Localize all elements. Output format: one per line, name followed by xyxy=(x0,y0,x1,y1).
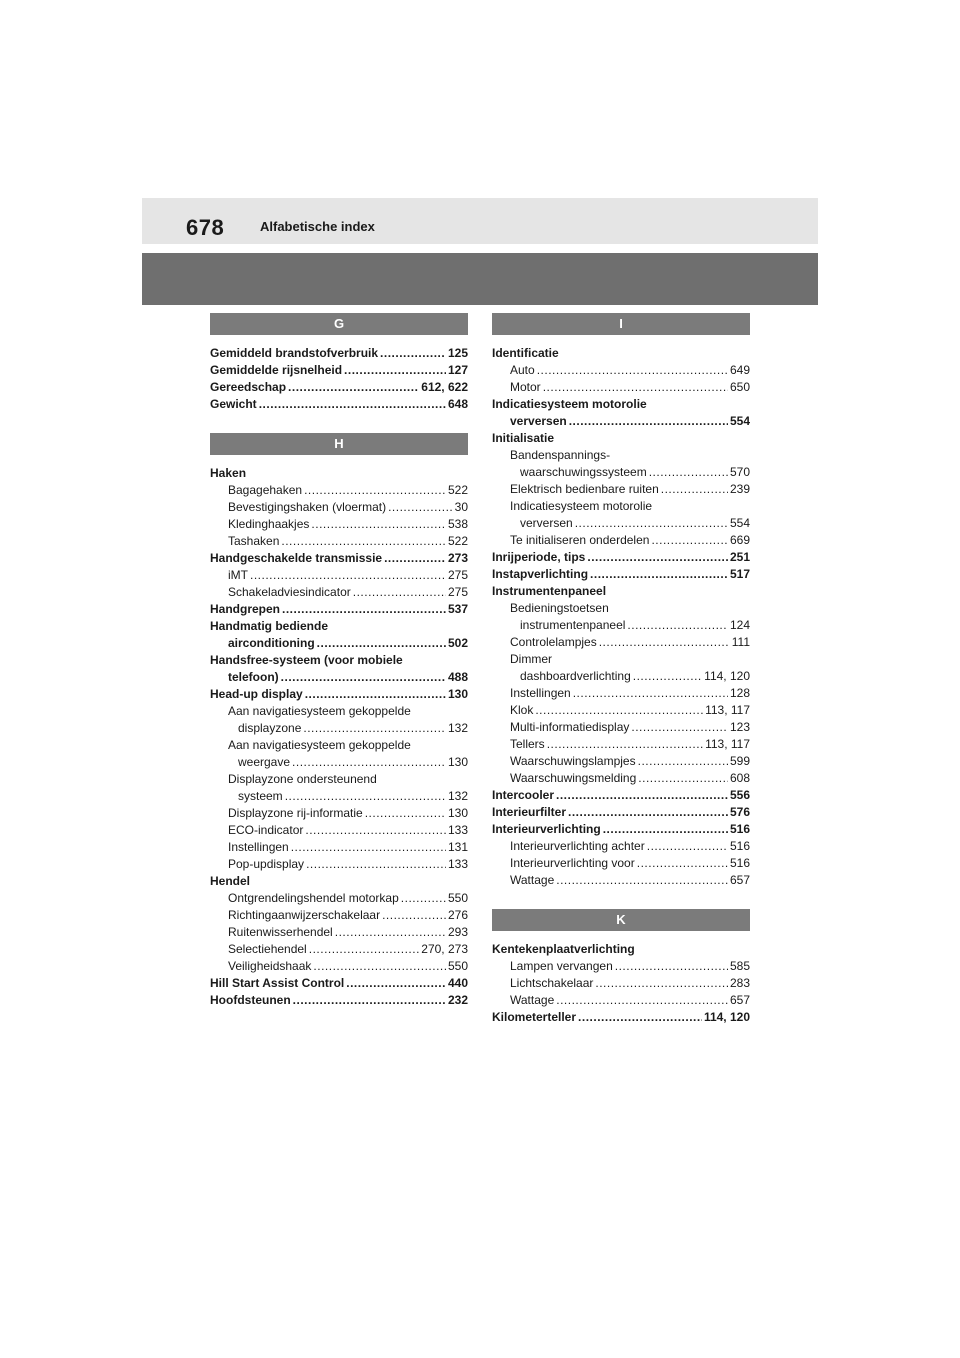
dot-leader xyxy=(335,924,446,941)
index-entry-page[interactable]: 270, 273 xyxy=(421,942,468,956)
index-entry[interactable] xyxy=(492,549,750,566)
index-entry-term: Kilometerteller xyxy=(492,1010,577,1024)
dot-leader xyxy=(281,669,446,686)
index-entry-term: Multi-informatiedisplay xyxy=(510,720,630,734)
index-entry-term: Tashaken xyxy=(228,534,280,548)
index-entry[interactable] xyxy=(210,567,468,584)
index-entry-page[interactable]: 538 xyxy=(447,517,468,531)
index-entry-term: Initialisatie xyxy=(492,431,555,445)
index-entry-page[interactable]: 131 xyxy=(447,840,468,854)
dot-leader xyxy=(304,482,446,499)
index-entry[interactable] xyxy=(492,430,750,447)
index-entry[interactable] xyxy=(492,481,750,498)
index-entry-page[interactable]: 554 xyxy=(729,414,750,428)
index-entry[interactable] xyxy=(210,499,468,516)
dot-leader xyxy=(309,941,420,958)
index-entry-term: Bedieningstoetsen xyxy=(510,601,609,615)
index-entry-page[interactable]: 522 xyxy=(447,534,468,548)
index-entry-page[interactable]: 576 xyxy=(729,805,750,819)
dot-leader xyxy=(599,634,730,651)
dot-leader xyxy=(638,770,728,787)
index-entry[interactable] xyxy=(210,856,468,873)
index-entry[interactable] xyxy=(492,532,750,549)
index-entry[interactable] xyxy=(210,754,468,771)
index-entry-term: Controlelampjes xyxy=(510,635,597,649)
index-entry-term: Hendel xyxy=(210,874,251,888)
index-entry-page[interactable]: 133 xyxy=(447,857,468,871)
index-entry[interactable] xyxy=(492,634,750,651)
index-entry-term: Waarschuwingslampjes xyxy=(510,754,636,768)
index-entry[interactable] xyxy=(210,924,468,941)
index-entry[interactable] xyxy=(492,753,750,770)
index-entry-term: iMT xyxy=(228,568,248,582)
dot-leader xyxy=(365,805,446,822)
index-entry[interactable] xyxy=(492,566,750,583)
index-entry-term: Haken xyxy=(210,466,247,480)
index-entry-term: Indicatiesysteem motorolie xyxy=(492,397,647,411)
index-entry-term: Ruitenwisserhendel xyxy=(228,925,333,939)
index-entry-term: Hoofdsteunen xyxy=(210,993,291,1007)
dot-leader xyxy=(317,635,446,652)
index-entry-term: Instellingen xyxy=(228,840,289,854)
index-entry-term: Lampen vervangen xyxy=(510,959,613,973)
index-entry[interactable] xyxy=(492,379,750,396)
index-entry-page[interactable]: 276 xyxy=(447,908,468,922)
page-header-bar xyxy=(142,198,818,244)
index-entry[interactable] xyxy=(210,601,468,618)
index-entry-term: Schakeladviesindicator xyxy=(228,585,351,599)
index-entry-page[interactable]: 648 xyxy=(447,397,468,411)
index-entry-page[interactable]: 123 xyxy=(729,720,750,734)
index-entry[interactable] xyxy=(492,600,750,617)
index-entry-page[interactable]: 113, 117 xyxy=(705,703,750,717)
index-entry[interactable] xyxy=(492,362,750,379)
dot-leader xyxy=(306,856,446,873)
index-entry-page[interactable]: 650 xyxy=(729,380,750,394)
index-entry[interactable] xyxy=(210,975,468,992)
index-entry[interactable] xyxy=(492,992,750,1009)
dot-leader xyxy=(384,550,446,567)
dot-leader xyxy=(587,549,728,566)
dot-leader xyxy=(603,821,728,838)
index-entry[interactable] xyxy=(210,907,468,924)
index-entry-page[interactable]: 550 xyxy=(447,891,468,905)
dot-leader xyxy=(575,515,728,532)
index-entry-page[interactable]: 111 xyxy=(731,635,750,649)
dot-leader xyxy=(556,787,728,804)
index-section xyxy=(210,433,468,1009)
index-entry[interactable] xyxy=(210,345,468,362)
index-entry-term: Hill Start Assist Control xyxy=(210,976,345,990)
index-entry-page[interactable]: 550 xyxy=(447,959,468,973)
dot-leader xyxy=(346,975,446,992)
index-entry-list xyxy=(210,465,468,1009)
index-entry[interactable] xyxy=(210,737,468,754)
index-entry-term: Aan navigatiesysteem gekoppelde xyxy=(228,704,411,718)
index-entry[interactable] xyxy=(492,702,750,719)
index-entry-term: Lichtschakelaar xyxy=(510,976,594,990)
index-entry[interactable] xyxy=(492,583,750,600)
section-letter-header: G xyxy=(210,313,468,335)
index-entry-page[interactable]: 293 xyxy=(447,925,468,939)
index-entry-term: Klok xyxy=(510,703,534,717)
index-entry[interactable] xyxy=(210,362,468,379)
dot-leader xyxy=(401,890,446,907)
index-entry[interactable] xyxy=(492,464,750,481)
index-section xyxy=(210,313,468,413)
index-entry[interactable] xyxy=(210,873,468,890)
index-entry-list xyxy=(492,941,750,1026)
section-letter-header: K xyxy=(492,909,750,931)
index-entry-term: Interieurverlichting achter xyxy=(510,839,645,853)
dot-leader xyxy=(344,362,446,379)
index-entry[interactable] xyxy=(210,584,468,601)
index-entry-term: Instrumentenpaneel xyxy=(492,584,607,598)
index-entry-page[interactable]: 502 xyxy=(447,636,468,650)
dot-leader xyxy=(647,838,728,855)
index-entry-list xyxy=(210,345,468,413)
dot-leader xyxy=(627,617,728,634)
index-entry-page[interactable]: 657 xyxy=(729,993,750,1007)
index-entry[interactable] xyxy=(210,669,468,686)
index-entry[interactable] xyxy=(210,703,468,720)
index-entry-page[interactable]: 554 xyxy=(729,516,750,530)
index-entry-page[interactable]: 128 xyxy=(729,686,750,700)
dot-leader xyxy=(590,566,728,583)
dot-leader xyxy=(305,822,446,839)
index-entry-page[interactable]: 130 xyxy=(447,755,468,769)
index-entry-term: Handgeschakelde transmissie xyxy=(210,551,383,565)
index-entry-term: Richtingaanwijzerschakelaar xyxy=(228,908,381,922)
index-entry-page[interactable]: 275 xyxy=(447,585,468,599)
index-entry[interactable] xyxy=(210,516,468,533)
index-entry-page[interactable]: 516 xyxy=(729,839,750,853)
index-entry-page[interactable]: 556 xyxy=(729,788,750,802)
index-entry[interactable] xyxy=(492,447,750,464)
dot-leader xyxy=(382,907,446,924)
index-entry-term: Wattage xyxy=(510,993,555,1007)
dot-leader xyxy=(578,1009,702,1026)
dot-leader xyxy=(556,872,728,889)
index-entry[interactable] xyxy=(210,482,468,499)
index-entry-term: waarschuwingssysteem xyxy=(520,465,647,479)
dot-leader xyxy=(595,975,728,992)
dot-leader xyxy=(313,958,446,975)
index-section xyxy=(492,313,750,889)
index-entry-term: Instellingen xyxy=(510,686,571,700)
index-entry-term: Auto xyxy=(510,363,535,377)
index-entry-page[interactable]: 488 xyxy=(447,670,468,684)
index-entry[interactable] xyxy=(210,720,468,737)
dot-leader xyxy=(638,753,728,770)
dot-leader xyxy=(615,958,728,975)
dot-leader xyxy=(292,754,446,771)
index-entry[interactable] xyxy=(492,685,750,702)
index-entry-term: Kentekenplaatverlichting xyxy=(492,942,635,956)
index-entry[interactable] xyxy=(492,804,750,821)
index-entry-term: Handmatig bediende xyxy=(210,619,329,633)
index-entry[interactable] xyxy=(210,396,468,413)
index-entry-term: Gemiddelde rijsnelheid xyxy=(210,363,343,377)
index-entry-term: Gewicht xyxy=(210,397,257,411)
dot-leader xyxy=(388,499,453,516)
index-entry-term: Instapverlichting xyxy=(492,567,589,581)
index-entry[interactable] xyxy=(492,872,750,889)
index-entry-page[interactable]: 130 xyxy=(447,806,468,820)
index-entry-page[interactable]: 127 xyxy=(447,363,468,377)
index-entry-term: verversen xyxy=(520,516,573,530)
dot-leader xyxy=(637,855,728,872)
index-entry-page[interactable]: 517 xyxy=(729,567,750,581)
index-entry-page[interactable]: 516 xyxy=(729,856,750,870)
index-entry-page[interactable]: 612, 622 xyxy=(421,380,468,394)
index-entry-term: Bevestigingshaken (vloermat) xyxy=(228,500,387,514)
decorative-band xyxy=(142,253,818,305)
dot-leader xyxy=(543,379,728,396)
index-entry-term: ECO-indicator xyxy=(228,823,304,837)
dot-leader xyxy=(569,413,728,430)
index-entry-page[interactable]: 522 xyxy=(447,483,468,497)
index-entry-term: verversen xyxy=(510,414,567,428)
index-entry[interactable] xyxy=(210,992,468,1009)
index-entry-page[interactable]: 585 xyxy=(729,959,750,973)
page-number: 678 xyxy=(186,215,225,240)
index-entry[interactable] xyxy=(210,465,468,482)
dot-leader xyxy=(535,702,703,719)
index-entry[interactable] xyxy=(210,686,468,703)
index-entry-term: Veiligheidshaak xyxy=(228,959,312,973)
chapter-title: Alfabetische index xyxy=(260,219,375,234)
index-entry-term: Displayzone rij-informatie xyxy=(228,806,363,820)
index-entry-page[interactable]: 239 xyxy=(729,482,750,496)
index-entry-term: displayzone xyxy=(238,721,302,735)
index-entry[interactable] xyxy=(492,498,750,515)
index-entry-page[interactable]: 251 xyxy=(729,550,750,564)
dot-leader xyxy=(573,685,728,702)
dot-leader xyxy=(259,396,446,413)
index-entry-term: airconditioning xyxy=(228,636,315,650)
dot-leader xyxy=(285,788,446,805)
index-entry-term: telefoon) xyxy=(228,670,279,684)
index-entry-page[interactable]: 132 xyxy=(447,721,468,735)
index-entry[interactable] xyxy=(492,941,750,958)
index-entry-page[interactable]: 30 xyxy=(454,500,468,514)
index-entry-term: Indicatiesysteem motorolie xyxy=(510,499,653,513)
index-entry-term: Bagagehaken xyxy=(228,483,303,497)
index-section xyxy=(492,909,750,1026)
dot-leader xyxy=(305,686,446,703)
dot-leader xyxy=(649,464,728,481)
index-entry[interactable] xyxy=(492,515,750,532)
index-entry[interactable] xyxy=(492,838,750,855)
index-entry-page[interactable]: 232 xyxy=(447,993,468,1007)
index-entry-page[interactable]: 657 xyxy=(729,873,750,887)
index-entry[interactable] xyxy=(492,770,750,787)
index-column-right xyxy=(492,313,750,1046)
index-entry-page[interactable]: 537 xyxy=(447,602,468,616)
index-entry-term: Pop-updisplay xyxy=(228,857,305,871)
index-entry[interactable] xyxy=(492,413,750,430)
index-entry-page[interactable]: 599 xyxy=(729,754,750,768)
dot-leader xyxy=(537,362,728,379)
index-entry[interactable] xyxy=(210,788,468,805)
dot-leader xyxy=(380,345,446,362)
index-entry-term: Interieurverlichting xyxy=(492,822,601,836)
index-entry-term: Gemiddeld brandstofverbruik xyxy=(210,346,379,360)
index-entry-term: Gereedschap xyxy=(210,380,287,394)
index-entry-term: instrumentenpaneel xyxy=(520,618,626,632)
index-entry-term: Tellers xyxy=(510,737,545,751)
dot-leader xyxy=(651,532,728,549)
index-entry[interactable] xyxy=(210,805,468,822)
index-entry-term: Aan navigatiesysteem gekoppelde xyxy=(228,738,411,752)
index-entry-term: Handsfree-systeem (voor mobiele xyxy=(210,653,403,667)
index-entry-term: Displayzone ondersteunend xyxy=(228,772,377,786)
index-entry[interactable] xyxy=(210,771,468,788)
index-entry[interactable] xyxy=(210,822,468,839)
index-entry-page[interactable]: 130 xyxy=(447,687,468,701)
index-entry[interactable] xyxy=(210,550,468,567)
index-entry[interactable] xyxy=(492,787,750,804)
index-entry-term: Wattage xyxy=(510,873,555,887)
index-entry[interactable] xyxy=(492,396,750,413)
index-entry[interactable] xyxy=(492,1009,750,1026)
dot-leader xyxy=(250,567,446,584)
index-entry-page[interactable]: 114, 120 xyxy=(703,1010,750,1024)
index-entry-term: Elektrisch bedienbare ruiten xyxy=(510,482,659,496)
index-entry-term: Inrijperiode, tips xyxy=(492,550,586,564)
index-entry-page[interactable]: 113, 117 xyxy=(705,737,750,751)
index-entry[interactable] xyxy=(492,668,750,685)
index-entry-term: systeem xyxy=(238,789,283,803)
index-entry[interactable] xyxy=(492,719,750,736)
dot-leader xyxy=(303,720,446,737)
index-entry[interactable] xyxy=(492,821,750,838)
section-letter-header: I xyxy=(492,313,750,335)
index-entry[interactable] xyxy=(210,533,468,550)
index-entry-term: Bandenspannings- xyxy=(510,448,611,462)
index-entry-page[interactable]: 125 xyxy=(447,346,468,360)
index-entry-term: Handgrepen xyxy=(210,602,281,616)
dot-leader xyxy=(661,481,728,498)
index-entry[interactable] xyxy=(492,617,750,634)
index-entry-page[interactable]: 608 xyxy=(729,771,750,785)
dot-leader xyxy=(547,736,703,753)
index-entry-term: Head-up display xyxy=(210,687,303,701)
dot-leader xyxy=(353,584,446,601)
index-entry-page[interactable]: 275 xyxy=(447,568,468,582)
index-entry[interactable] xyxy=(210,839,468,856)
dot-leader xyxy=(293,992,446,1009)
index-entry-term: Motor xyxy=(510,380,541,394)
index-entry[interactable] xyxy=(492,736,750,753)
index-entry-term: weergave xyxy=(238,755,291,769)
index-entry-term: Interieurverlichting voor xyxy=(510,856,635,870)
dot-leader xyxy=(281,533,446,550)
index-entry-page[interactable]: 283 xyxy=(729,976,750,990)
index-entry-page[interactable]: 570 xyxy=(729,465,750,479)
index-entry-page[interactable]: 114, 120 xyxy=(704,669,750,683)
index-entry[interactable] xyxy=(210,958,468,975)
index-entry-term: Waarschuwingsmelding xyxy=(510,771,637,785)
dot-leader xyxy=(633,668,702,685)
index-entry[interactable] xyxy=(210,941,468,958)
index-entry-list xyxy=(492,345,750,889)
index-entry-term: Intercooler xyxy=(492,788,555,802)
index-entry-term: Selectiehendel xyxy=(228,942,307,956)
dot-leader xyxy=(568,804,728,821)
index-entry[interactable] xyxy=(492,975,750,992)
dot-leader xyxy=(631,719,728,736)
index-entry-page[interactable]: 273 xyxy=(447,551,468,565)
index-entry[interactable] xyxy=(492,958,750,975)
index-entry-page[interactable]: 132 xyxy=(447,789,468,803)
index-entry-term: Kledinghaakjes xyxy=(228,517,310,531)
index-entry[interactable] xyxy=(492,855,750,872)
index-entry-page[interactable]: 649 xyxy=(729,363,750,377)
index-entry-term: Ontgrendelingshendel motorkap xyxy=(228,891,399,905)
section-letter-header: H xyxy=(210,433,468,455)
dot-leader xyxy=(288,379,419,396)
index-entry-page[interactable]: 133 xyxy=(447,823,468,837)
index-entry-term: dashboardverlichting xyxy=(520,669,631,683)
index-entry[interactable] xyxy=(210,379,468,396)
index-entry-term: Dimmer xyxy=(510,652,552,666)
index-entry[interactable] xyxy=(492,345,750,362)
index-entry-term: Identificatie xyxy=(492,346,559,360)
index-entry-page[interactable]: 669 xyxy=(729,533,750,547)
index-column-left xyxy=(210,313,468,1029)
index-entry[interactable] xyxy=(210,890,468,907)
index-entry-term: Interieurfilter xyxy=(492,805,567,819)
dot-leader xyxy=(311,516,446,533)
index-entry-page[interactable]: 124 xyxy=(729,618,750,632)
index-entry-term: Te initialiseren onderdelen xyxy=(510,533,650,547)
index-entry[interactable] xyxy=(492,651,750,668)
dot-leader xyxy=(556,992,728,1009)
dot-leader xyxy=(282,601,446,618)
index-entry-page[interactable]: 516 xyxy=(729,822,750,836)
index-entry[interactable] xyxy=(210,618,468,635)
dot-leader xyxy=(291,839,446,856)
index-entry-page[interactable]: 440 xyxy=(447,976,468,990)
index-entry[interactable] xyxy=(210,652,468,669)
index-entry[interactable] xyxy=(210,635,468,652)
